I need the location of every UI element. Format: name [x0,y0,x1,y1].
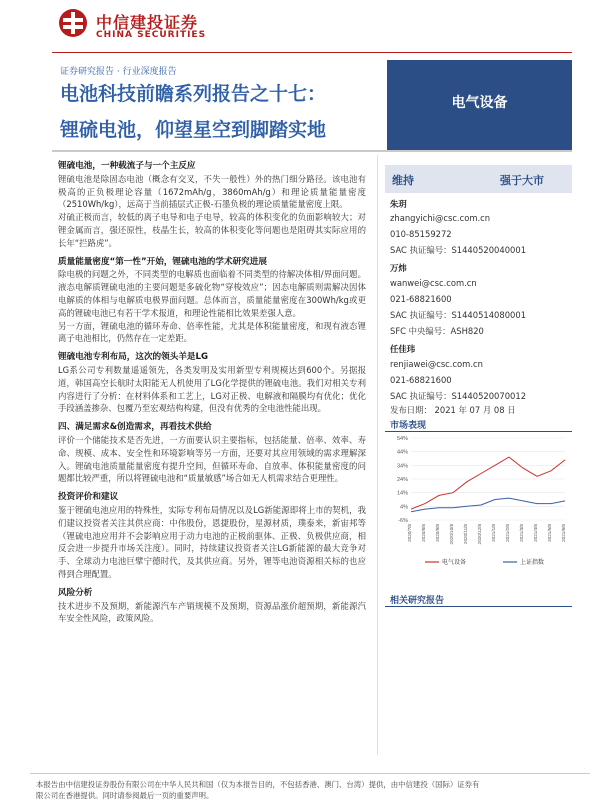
analyst-sac: SAC 执证编号：S1440520040001 [390,245,527,255]
section-heading: 锂硫电池，一种载流子与一个主反应 [58,161,196,171]
section [58,351,366,415]
analyst-sac: SAC 执证编号：S1440520070012 [390,391,527,401]
analyst-email[interactable]: renjiawei@csc.com.cn [390,359,483,369]
paragraph: LG系公司专利数量遥遥领先，各类发明及实用新型专利规模达到600个。另据报道，韩国高空长航时太阳能无人机使用了LG化学提供的锂硫电池。我们对相关专利内容进行了分析：在材料体系和工艺上，LG对正极、电解液和隔膜均有优化；优化手段涵盖掺杂、包覆乃至宏观结构构建，但没有优秀的全电池性能出现。 [58,364,366,414]
x-tick-label: 2020/7/8 [407,524,412,542]
x-tick-label: 2020/10/8 [449,524,454,545]
footer-disclaimer [36,779,596,801]
paragraph: 除电极的问题之外，不同类型的电解质也面临着不同类型的待解决体相/界面问题。液态电解质锂硫电池的主要问题是多硫化物“穿梭效应”；因态电解质则需解决因体电解质的体相与电解质电极界面问题。总体而言，质量能量密度在300Wh/kg或更高的锂硫电池已有若干学术报道，和理论性能相比效果差强人意。 [58,269,366,318]
rating-view: 强于大市 [500,174,544,187]
related-title: 相关研究报告 [390,596,445,606]
y-tick-label: 54% [396,436,408,442]
section [58,421,366,485]
x-tick-label: 2020/11/8 [463,524,468,545]
section [58,256,366,346]
analyst-name: 朱玥 [390,199,407,209]
x-tick-label: 2021/5/8 [547,524,552,542]
rating-action: 维持 [392,174,414,187]
y-tick-label: 24% [396,477,408,483]
analyst-name: 万炜 [390,263,407,273]
legend-label: 上证指数 [520,560,545,566]
analyst-email[interactable]: wanwei@csc.com.cn [390,278,477,288]
footer-line: 本报告由中信建投证券股份有限公司在中华人民共和国（仅为本报告目的，不包括香港、澳门、台湾）提供，由中信建投（国际）证券有 [36,780,480,789]
column-divider [377,155,378,755]
section-heading: 质量能量密度“第一性”开始，锂硫电池的学术研究进展 [58,256,267,267]
section-heading: 四、满足需求&创造需求，再看技术供给 [58,422,212,433]
paragraph: 评价一个储能技术是否先进，一方面要认识主要指标，包括能量、倍率、效率、寿命、规模、成本、安全性和环境影响等另一方面，还要对其应用领域的需求理解深入。锂硫电池质量能量密度有提升空间，但循环寿命、自放率、体积能量密度的问题都比较严重，所以将锂硫电池和“质量敏感”场合如无人机需求结合更理性。 [58,434,366,484]
series-line [411,498,565,512]
analyst-name: 任佳玮 [390,344,416,354]
legend-label: 电气设备 [442,560,467,566]
series-line [411,457,565,509]
analyst-sfc: SFC 中央编号：ASH820 [390,326,484,336]
market-title: 市场表现 [390,421,427,431]
y-tick-label: 14% [396,490,408,497]
y-tick-label: 4% [400,504,408,511]
footer-divider [30,773,590,774]
section-heading: 锂硫电池专利布局，这次的领头羊是LG [58,352,209,363]
title-divider [52,150,572,152]
x-tick-label: 2020/12/8 [477,524,482,545]
x-tick-label: 2021/4/8 [533,524,538,542]
x-tick-label: 2021/1/8 [491,524,496,542]
y-tick-label: 34% [396,463,408,470]
analyst-sac: SAC 执证编号：S1440514080001 [390,310,527,320]
paragraph: 对硫正极而言，较低的离子电导和电子电导，较高的体积变化的负面影响较大；对锂金属而言，强还原性，枝晶生长，较高的体积变化等问题也是阻碍其实际应用的长年“拦路虎”。 [58,212,366,248]
x-tick-label: 2021/2/8 [505,524,510,542]
report-body [58,160,366,625]
csc-logo-icon [58,8,88,38]
paragraph: 另一方面，锂硫电池的循环寿命、倍率性能，尤其是体积能量密度，和现有液态锂离子电池相比，仍然存在一定差距。 [58,320,366,344]
market-performance-chart [385,432,572,572]
report-series: 证券研究报告 · 行业深度报告 [60,67,177,77]
report-title-line1: 电池科技前瞻系列报告之十七： [60,83,327,105]
analyst-phone: 010-85159272 [390,229,452,239]
paragraph: 技术进步不及预期，新能源汽车产销规模不及预期，资源品涨价超预期，新能源汽车安全性风险，政策风险。 [58,600,366,624]
header-divider [52,52,572,53]
section [58,491,366,581]
analyst-email[interactable]: zhangyichi@csc.com.cn [390,213,491,223]
x-tick-label: 2020/8/8 [421,524,426,542]
paragraph: 鉴于锂硫电池应用的特殊性，实际专利布局情况以及LG新能源即将上市的契机，我们建议投资者关注其供应商：中伟股份，恩捷股份，星源材质，璞泰来，新宙邦等（锂硫电池应用并不会影响应用于动力电池的正极前驱体、正极、负极供应商，相反会进一步提升市场关注度）。同时，持续建议投资者关注LG新能源的最大竞争对手、全球动力电池巨擘宁德时代，及其供应商。另外，锂等电池资源相关标的也应得到合理配置。 [58,504,366,579]
section-heading: 风险分析 [58,587,93,598]
x-tick-label: 2021/6/8 [561,524,566,542]
y-tick-label: -6% [398,518,408,524]
analyst-phone: 021-68821600 [390,375,452,385]
report-title-line2: 锂硫电池，仰望星空到脚踏实地 [60,119,327,141]
logo-text-en: CHINA SECURITIES [96,30,207,40]
logo-text-cn: 中信建投证券 [96,13,199,32]
section-heading: 投资评价和建议 [58,492,119,503]
y-tick-label: 44% [396,449,408,456]
x-tick-label: 2021/3/8 [519,524,524,542]
x-tick-label: 2020/9/8 [435,524,440,542]
section [58,160,366,250]
section [58,587,366,625]
footer-line: 限公司在香港提供。同时请参阅最后一页的重要声明。 [36,791,214,800]
publish-date: 发布日期： 2021 年 07 月 08 日 [390,405,516,415]
paragraph: 锂硫电池是除固态电池（概念有交叉，不失一般性）外的热门细分路径。该电池有极高的正负极理论容量（1672mAh/g，3860mAh/g）和理论质量能量密度（2510Wh/kg），远高于当前插层式正极-石墨负极的理论质量能量密度上限。 [58,173,366,210]
analyst-phone: 021-68821600 [390,294,452,304]
sector-label: 电气设备 [451,95,508,111]
